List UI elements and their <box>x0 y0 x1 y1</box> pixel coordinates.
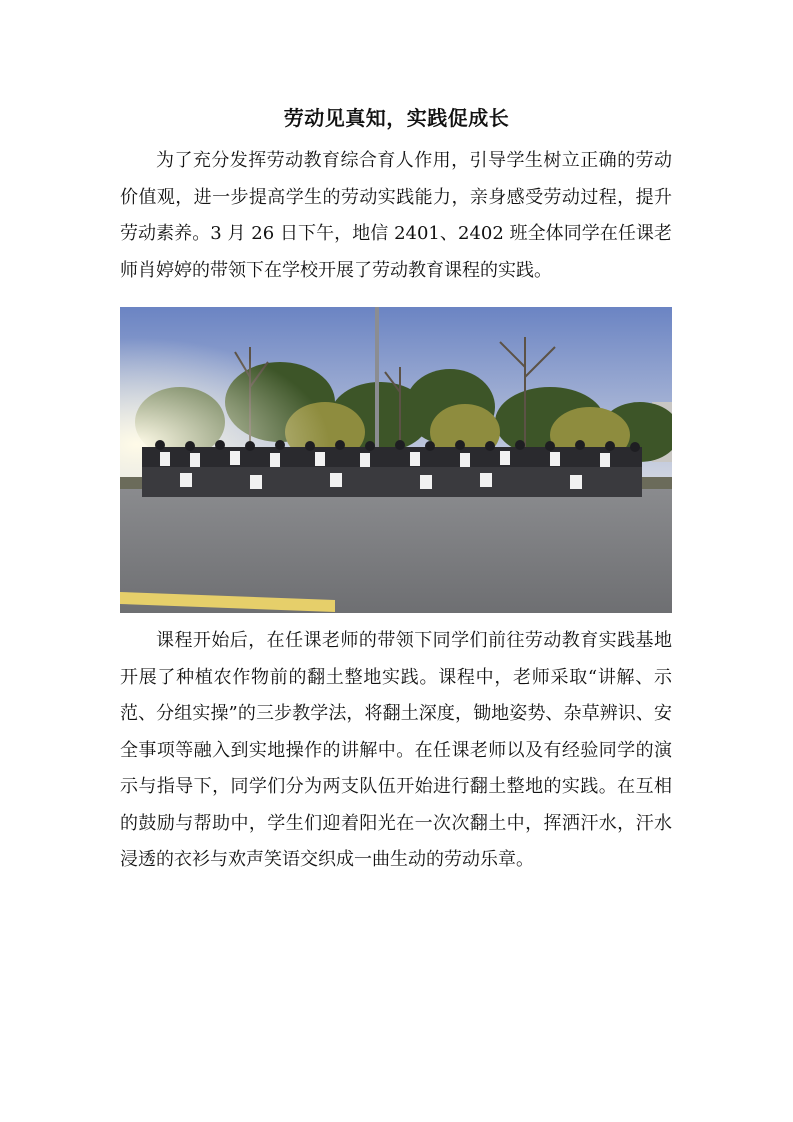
paragraph-practice: 课程开始后，在任课老师的带领下同学们前往劳动教育实践基地开展了种植农作物前的翻土整地实践。课程中，老师采取“讲解、示范、分组实操”的三步教学法，将翻土深度，锄地姿势、杂草辨识、安全事项等融入到实地操作的讲解中。在任课老师以及有经验同学的演示与指导下，同学们分为两支队伍开始进行翻土整地的实践。在互相的鼓励与帮助中，学生们迎着阳光在一次次翻土中，挥洒汗水，汗水浸透的衣衫与欢声笑语交织成一曲生动的劳动乐章。 <box>120 630 672 870</box>
paragraph-intro: 为了充分发挥劳动教育综合育人作用，引导学生树立正确的劳动价值观，进一步提高学生的劳动实践能力，亲身感受劳动过程，提升劳动素养。3 月 26 日下午，地信 2401、2402 班全体同学在任课老师肖婷婷的带领下在学校开展了劳动教育课程的实践。 <box>120 150 672 281</box>
document-title: 劳动见真知，实践促成长 <box>283 106 510 130</box>
group-photo <box>120 307 672 613</box>
